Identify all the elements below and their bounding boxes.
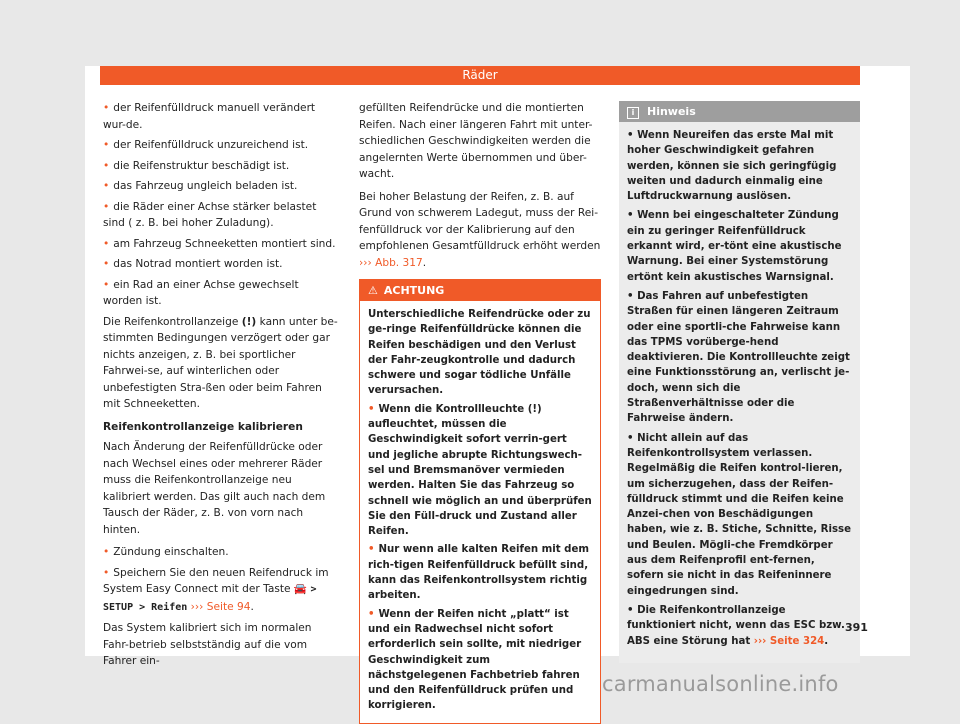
column-right [619,101,860,663]
paragraph: Die Reifenkontrollanzeige (!) kann unter be-stimmten Bedingungen verzögert oder gar nichts anzeigen, z. B. bei sportlicher Fahrwei-se, auf winterlichen oder unbefestigten Stra-ßen oder beim Fahren mit Schneeketten. [103,315,338,410]
info-icon: i [627,107,639,119]
bullet-icon: • [103,159,110,172]
list-item: • Wenn bei eingeschalteter Zündung ein zu geringer Reifenfülldruck erkannt wird, er-tönt eine akustische Warnung. Bei einer Systemstörung ertönt kein akustisches Warnsignal. [627,210,842,283]
bullet-icon: • [103,566,110,579]
bullet-icon: • [368,403,375,415]
bullet-icon: • [103,200,110,213]
list-item: • Wenn die Kontrollleuchte (!) aufleuchtet, müssen die Geschwindigkeit sofort verrin-gert und jegliche abrupte Richtungswech-sel und Bremsmanöver vermieden werden. Halten Sie das Fahrzeug so schnell wie möglich an und überprüfen Sie den Füll-druck und Zustand aller Reifen. [368,403,592,538]
list-item: • ein Rad an einer Achse gewechselt worden ist. [103,278,299,307]
warning-triangle-icon: ⚠ [368,284,378,297]
paragraph: gefüllten Reifendrücke und die montierten Reifen. Nach einer längeren Fahrt mit unter-schiedlichen Geschwindigkeiten werden die angelernten Werte übernommen und über-wacht. [359,102,593,180]
warning-body [360,301,600,723]
bullet-icon: • [368,608,375,620]
bullet-icon: • [368,544,375,556]
bullet-icon: • [627,432,634,444]
bullet-icon: • [103,546,110,558]
list-item: • am Fahrzeug Schneeketten montiert sind. [103,237,336,250]
arrow-icon: ››› [190,600,204,613]
menu-path: > SETUP > Reifen [103,584,317,613]
watermark: carmanualsonline.info [602,672,839,696]
figure-link[interactable]: Abb. 317 [375,256,423,269]
page-number: 391 [845,621,868,634]
paragraph: Nach Änderung der Reifenfülldrücke oder nach Wechsel eines oder mehrerer Räder muss die Reifenkontrollanzeige neu kalibriert werden. Das gilt auch nach dem Tausch der Räder, z. B. von vorn nach hinten. [103,441,326,536]
page-link[interactable]: Seite 324 [769,635,825,647]
note-header [619,101,860,122]
chapter-title: Räder [462,68,498,82]
list-item: • die Reifenstruktur beschädigt ist. [103,159,290,172]
warning-title: ACHTUNG [383,284,445,297]
bullet-icon: • [627,290,634,302]
list-item: • Nur wenn alle kalten Reifen mit dem rich-tigen Reifenfülldruck befüllt sind, kann das Reifenkontrollsystem richtig arbeiten. [368,544,590,602]
step-item: • Speichern Sie den neuen Reifendruck im System Easy Connect mit der Taste 🚘 > SETUP > Reifen ››› Seite 94. [103,566,329,613]
bullet-icon: • [103,102,110,114]
tpms-warning-icon: (!) [241,315,257,328]
column-left [103,100,340,676]
warning-header [360,280,600,301]
warning-intro: Unterschiedliche Reifendrücke oder zu ge-ringe Reifenfülldrücke können die Reifen beschädigen und den Verlust der Fahr-zeugkontrolle und dadurch schwere und sogar tödliche Unfälle verursachen. [368,309,591,397]
paragraph: Bei hoher Belastung der Reifen, z. B. auf Grund von schwerem Ladegut, muss der Rei-fenfülldruck vor der Kalibrierung auf den empfohlenen Gesamtfülldruck erhöht werden ››› Abb. 317. [359,190,601,269]
list-item: • Das Fahren auf unbefestigten Straßen für einen längeren Zeitraum oder eine sportli-che Fahrweise kann das TPMS vorüberge-hend deaktivieren. Die Kontrollleuchte zeigt eine Funktionsstörung an, verlischt je-doch, wenn sich die Straßenverhältnisse oder die Fahrweise ändern. [627,290,850,425]
bullet-icon: • [103,237,110,250]
arrow-icon: ››› [359,256,372,269]
bullet-icon: • [627,130,634,141]
bullet-icon: • [103,278,110,291]
tpms-warning-icon: (!) [527,403,542,415]
list-item: • der Reifenfülldruck unzureichend ist. [103,139,309,151]
bullet-icon: • [627,210,634,222]
note-box [619,101,860,663]
arrow-icon: ››› [753,635,767,647]
list-item: • Wenn der Reifen nicht „platt“ ist und ein Radwechsel nicht sofort erforderlich sein sollte, mit niedriger Geschwindigkeit zum nächstgelegenen Fachbetrieb fahren und den Reifenfülldruck prüfen und korrigieren. [368,608,582,712]
bullet-icon: • [103,258,110,270]
list-item: • Die Reifenkontrollanzeige funktioniert nicht, wenn das ESC bzw. ABS eine Störung hat ››› Seite 324. [627,604,845,647]
list-item: • das Notrad montiert worden ist. [103,258,283,270]
bullet-icon: • [103,139,110,151]
step-item: • Zündung einschalten. [103,546,229,558]
chapter-header [100,66,860,85]
list-item: • der Reifenfülldruck manuell verändert wur-de. [103,102,316,131]
list-item: • das Fahrzeug ungleich beladen ist. [103,180,298,192]
warning-box [359,279,601,724]
list-item: • Nicht allein auf das Reifenkontrollsystem verlassen. Regelmäßig die Reifen kontrol-lieren, um sicherzugehen, dass der Reifen-fülldruck stimmt und die Reifen keine Anzei-chen von Beschädigungen haben, wie z. B. Stiche, Schnitte, Risse und Beulen. Mögli-che Fremdkörper aus dem Reifenprofil ent-fernen, sofern sie nicht in das Reifeninnere eingedrungen sind. [627,432,852,597]
list-item: • die Räder einer Achse stärker belastet sind ( z. B. bei hoher Zuladung). [103,200,317,229]
note-title: Hinweis [647,105,696,118]
car-menu-icon: 🚘 [293,583,308,595]
list-item: • Wenn Neureifen das erste Mal mit hoher Geschwindigkeit gefahren werden, können sie sich geringfügig weiten und dadurch einmalig eine Luftdruckwarnung auslösen. [627,130,837,203]
page-link[interactable]: Seite 94 [206,600,251,613]
note-body [619,122,860,663]
bullet-icon: • [103,180,110,192]
section-heading: Reifenkontrollanzeige kalibrieren [103,420,303,433]
column-middle [359,100,601,724]
bullet-icon: • [627,604,634,616]
paragraph: Das System kalibriert sich im normalen Fahr-betrieb selbstständig auf die vom Fahrer ein- [103,622,312,667]
